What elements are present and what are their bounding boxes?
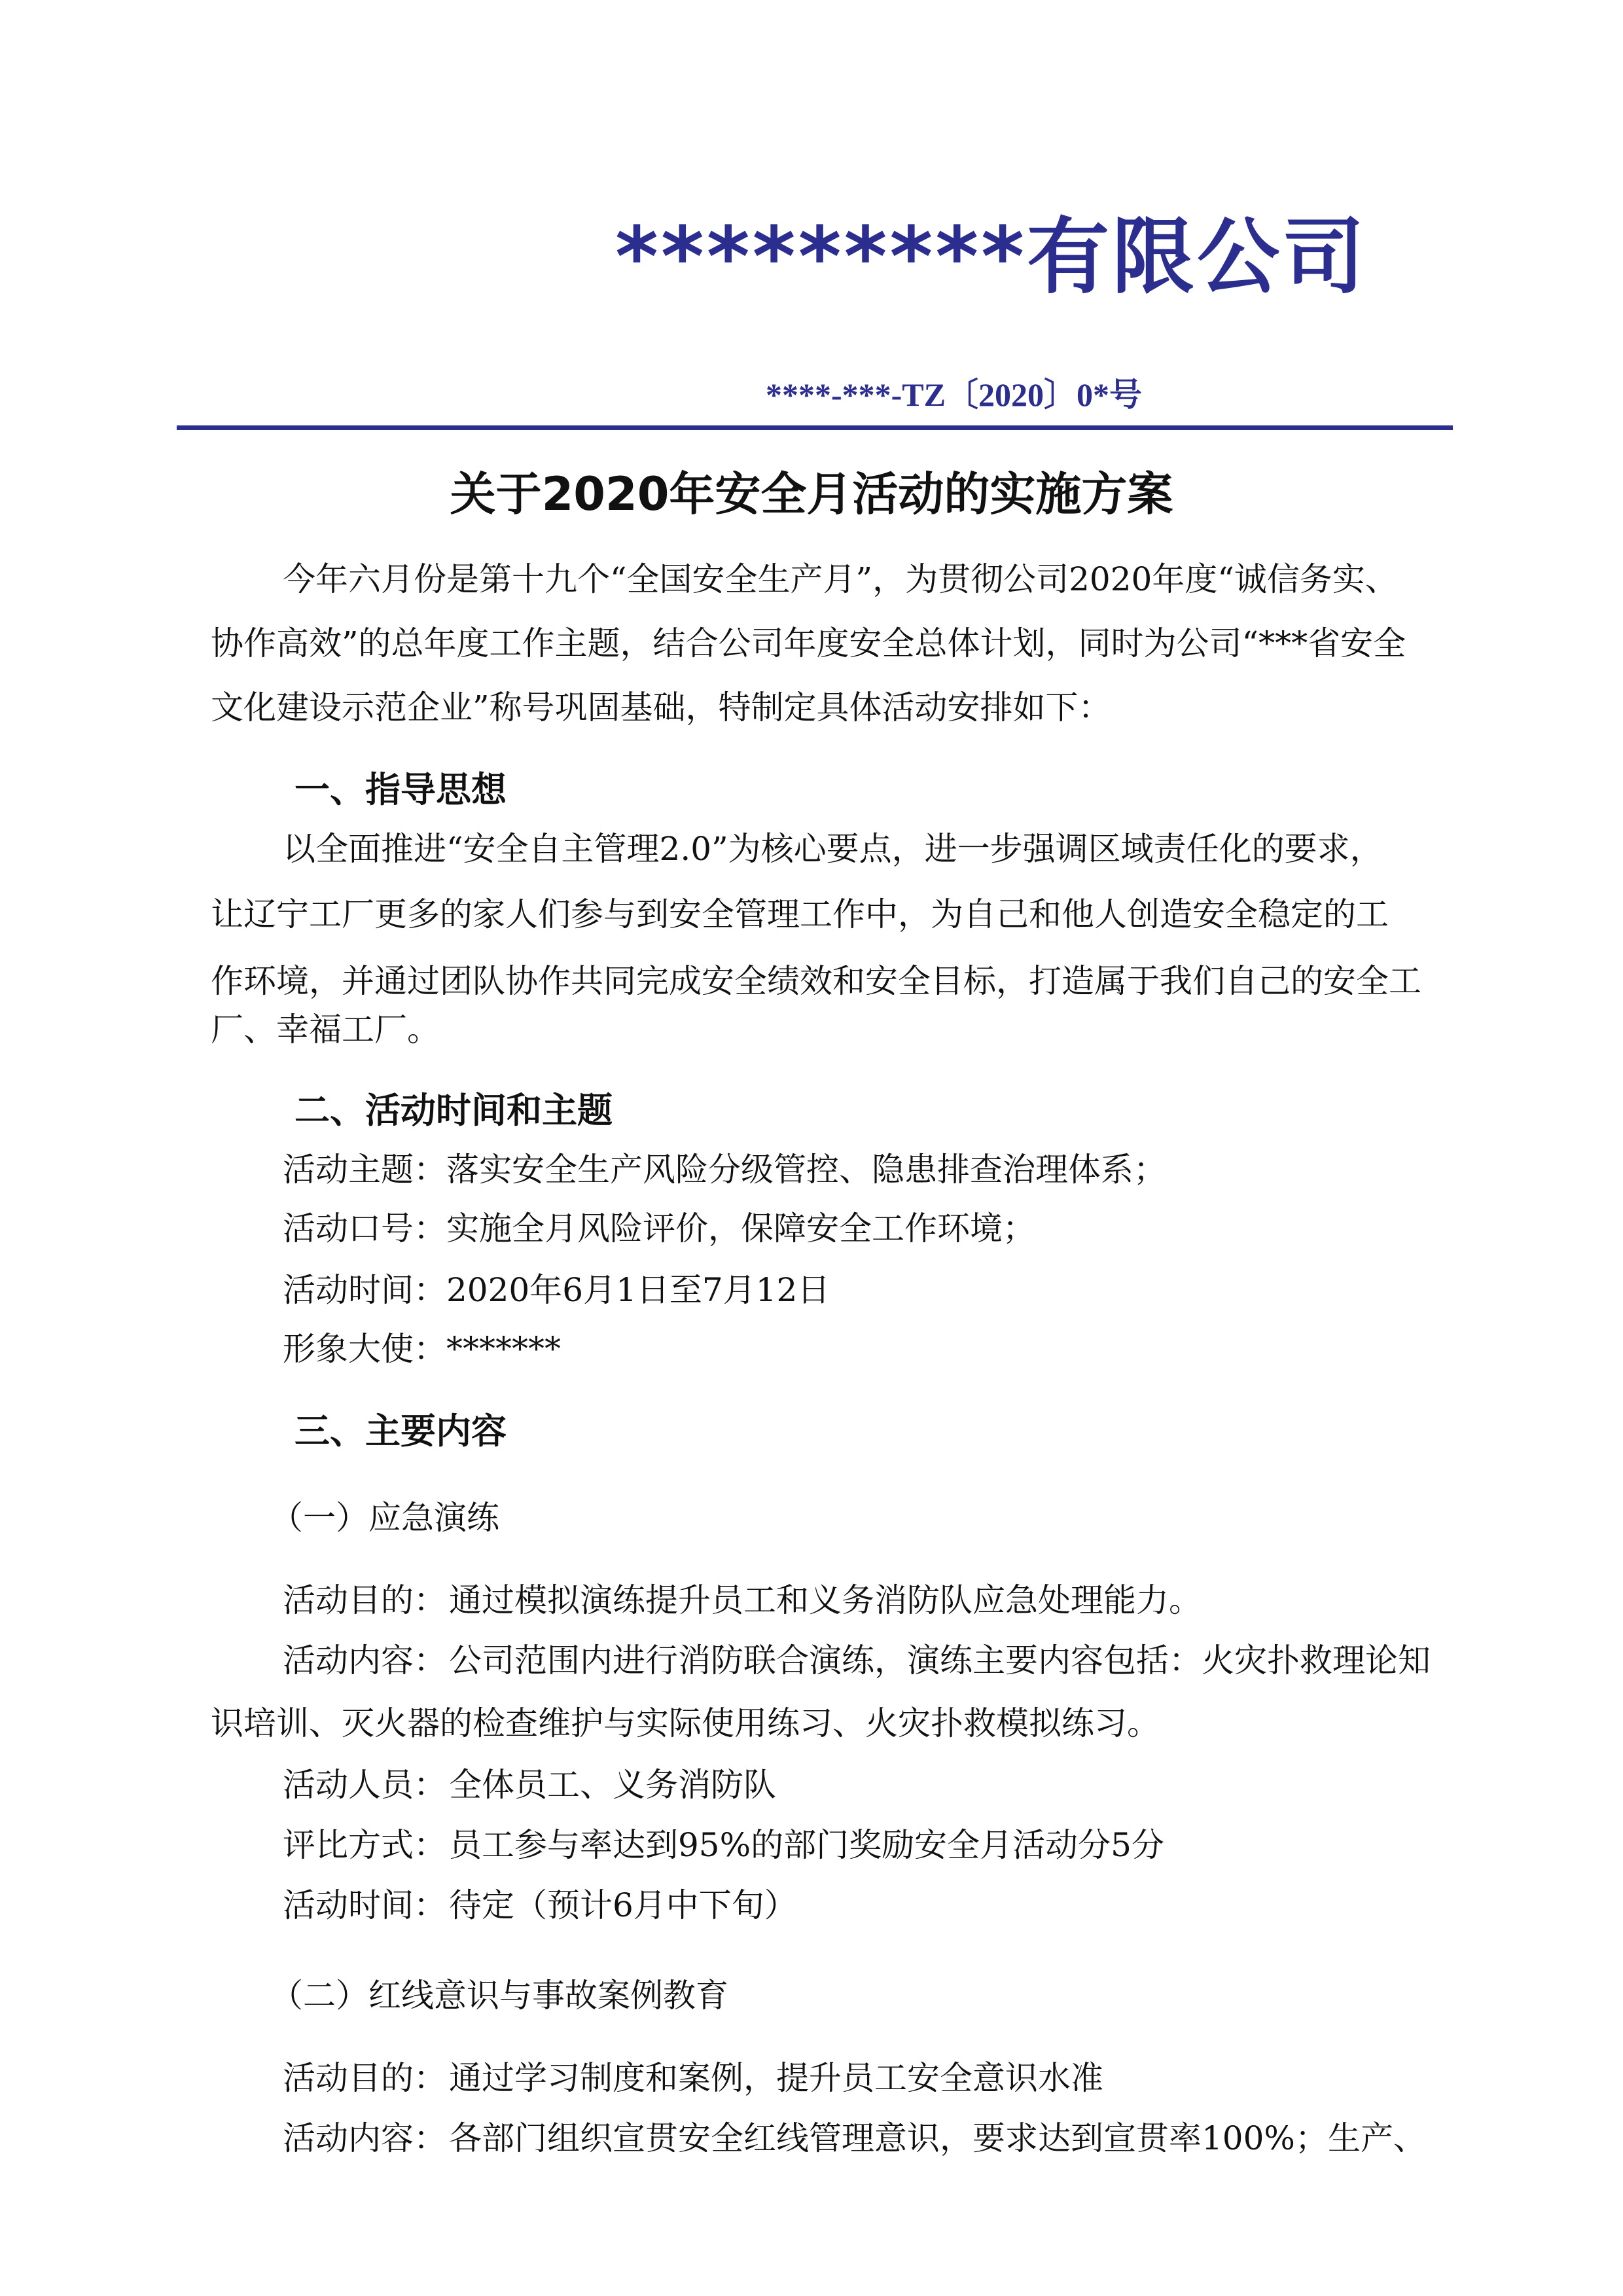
item2-purpose-text: 通过学习制度和案例，提升员工安全意识水准 (449, 2059, 1103, 2097)
intro-line-2: 协作高效”的总年度工作主题，结合公司年度安全总体计划，同时为公司“***省安全 (211, 624, 1406, 662)
section-heading-time-theme: 二、活动时间和主题 (294, 1090, 613, 1131)
item1-purpose-label: 活动目的： (283, 1581, 446, 1619)
activity-slogan: 活动口号：实施全月风险评价，保障安全工作环境； (283, 1210, 1035, 1247)
section1-line-2: 让辽宁工厂更多的家人们参与到安全管理工作中，为自己和他人创造安全稳定的工 (211, 895, 1389, 933)
item2-purpose-label: 活动目的： (283, 2059, 446, 2097)
item1-content-text: 公司范围内进行消防联合演练，演练主要内容包括：火灾扑救理论知 (449, 1641, 1431, 1679)
item1-evaluation (283, 1826, 1164, 1864)
item1-purpose-text: 通过模拟演练提升员工和义务消防队应急处理能力。 (449, 1581, 1202, 1619)
item1-personnel (283, 1766, 776, 1804)
item2-content-label: 活动内容： (283, 2119, 446, 2157)
item1-purpose (283, 1581, 1202, 1619)
item1-personnel-label: 活动人员： (283, 1766, 446, 1804)
document-title: 关于2020年安全月活动的实施方案 (450, 467, 1173, 521)
item1-time (283, 1886, 797, 1924)
intro-line-1: 今年六月份是第十九个“全国安全生产月”，为贯彻公司2020年度“诚信务实、 (283, 560, 1398, 598)
section1-line-4: 厂、幸福工厂。 (211, 1011, 440, 1049)
item2-purpose (283, 2059, 1103, 2097)
item2-content-text: 各部门组织宣贯安全红线管理意识，要求达到宣贯率100%；生产、 (449, 2119, 1426, 2157)
item1-content (283, 1641, 1431, 1679)
item2-content (283, 2119, 1426, 2157)
section1-line-3: 作环境，并通过团队协作共同完成安全绩效和安全目标，打造属于我们自己的安全工 (211, 962, 1421, 1000)
section1-line-1: 以全面推进“安全自主管理2.0”为核心要点，进一步强调区域责任化的要求， (283, 830, 1383, 868)
item1-content-label: 活动内容： (283, 1641, 446, 1679)
item1-evaluation-label: 评比方式： (283, 1826, 446, 1864)
activity-time: 活动时间：2020年6月1日至7月12日 (283, 1271, 830, 1309)
image-ambassador: 形象大使：******* (283, 1330, 561, 1368)
section-heading-main-content: 三、主要内容 (294, 1410, 507, 1452)
company-name: *********有限公司 (615, 209, 1368, 305)
item1-content-continued: 识培训、灭火器的检查维护与实际使用练习、火灾扑救模拟练习。 (211, 1704, 1160, 1742)
document-number: ****-***-TZ〔2020〕0*号 (766, 376, 1142, 413)
item2-title: （二）红线意识与事故案例教育 (270, 1977, 728, 2015)
item1-time-text: 待定（预计6月中下旬） (449, 1886, 797, 1924)
item1-evaluation-text: 员工参与率达到95%的部门奖励安全月活动分5分 (449, 1826, 1164, 1864)
activity-theme: 活动主题：落实安全生产风险分级管控、隐患排查治理体系； (283, 1151, 1166, 1189)
header-rule (177, 425, 1453, 430)
item1-personnel-text: 全体员工、义务消防队 (449, 1766, 776, 1804)
intro-line-3: 文化建设示范企业”称号巩固基础，特制定具体活动安排如下： (211, 689, 1111, 726)
item1-time-label: 活动时间： (283, 1886, 446, 1924)
section-heading-guiding-ideology: 一、指导思想 (294, 769, 507, 810)
item1-title: （一）应急演练 (270, 1499, 499, 1537)
